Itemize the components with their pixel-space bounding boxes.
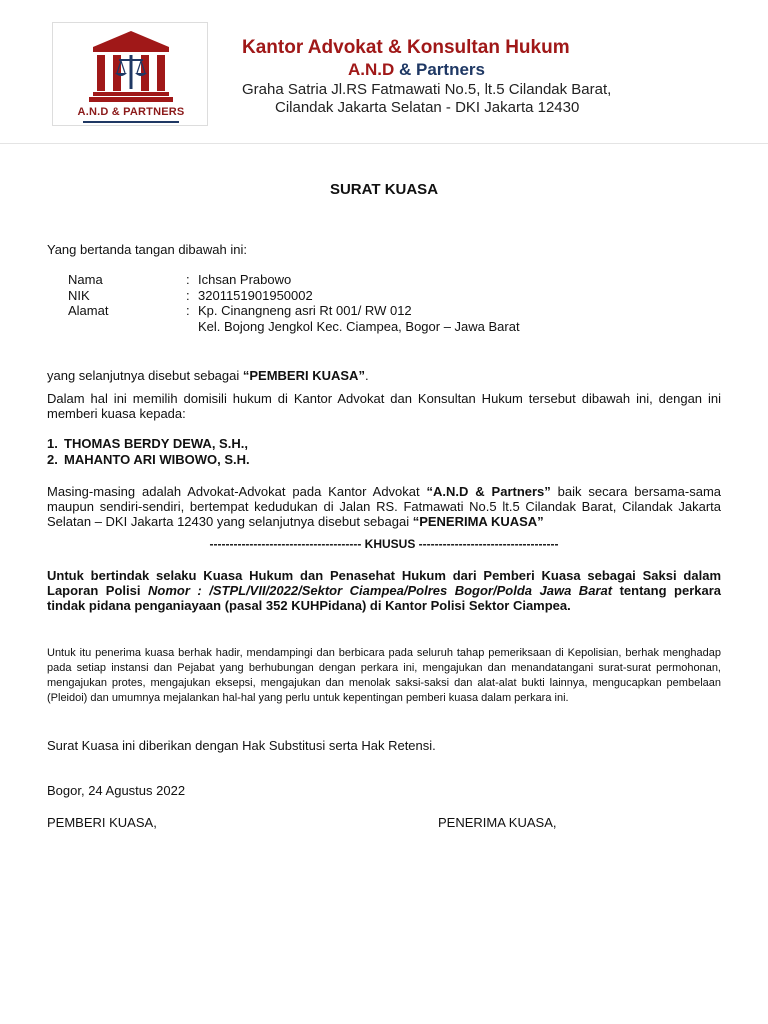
pemberi-kuasa-term: “PEMBERI KUASA”	[242, 368, 365, 383]
header-divider	[0, 143, 768, 144]
firm-title: Kantor Advokat & Konsultan Hukum	[242, 37, 570, 58]
advocate-name: MAHANTO ARI WIBOWO, S.H.	[64, 452, 250, 467]
field-value-alamat: Kp. Cinangneng asri Rt 001/ RW 012	[198, 303, 412, 318]
firm-logo	[52, 22, 208, 126]
advocate-item	[47, 436, 248, 451]
advocate-number: 1.	[47, 436, 58, 451]
field-separator: :	[186, 272, 190, 287]
document-title: SURAT KUASA	[329, 181, 439, 198]
advocate-name: THOMAS BERDY DEWA, S.H.,	[64, 436, 248, 451]
domisili-paragraph: Dalam hal ini memilih domisili hukum di Kantor Advokat dan Konsultan Hukum tersebut dibawah ini, dengan ini memberi kuasa kepada:	[47, 391, 721, 421]
field-separator: :	[186, 303, 190, 318]
advocate-number: 2.	[47, 452, 58, 467]
pemberi-kuasa-line	[47, 368, 369, 383]
penerima-kuasa-paragraph	[47, 484, 721, 529]
logo-underline	[83, 121, 179, 123]
report-number: Nomor : /STPL/VII/2022/Sektor Ciampea/Polres Bogor/Polda Jawa Barat	[147, 583, 613, 598]
duties-paragraph: Untuk itu penerima kuasa berhak hadir, mendampingi dan berbicara pada seluruh tahap pemeriksaan di Kepolisian, berhak menghadap pada setiap instansi dan Pejabat yang berhubungan dengan perkara ini, mengajukan dan menandatangani surat-surat permohonan, mengajukan protes, mengajukan eksepsi, mengajukan dan menolak saksi-saksi dan alat-alat bukti lainnya, mengucapkan pembelaan (Pleidoi) dan umumnya mejalankan hal-hal yang perlu untuk kepentingan pemberi kuasa dalam perkara ini.	[47, 647, 721, 704]
firm-address-line2: Cilandak Jakarta Selatan - DKI Jakarta 12430	[275, 99, 580, 116]
scope-part-c: tentang perkara tindak pidana penganiayaan (pasal 352 KUHPidana) di Kantor Polisi Sektor Ciampea.	[47, 583, 721, 613]
scope-part-a: Untuk bertindak selaku Kuasa Hukum dan Penasehat Hukum dari Pemberi Kuasa sebagai Saksi dalam Laporan Polisi	[47, 568, 721, 598]
advocate-item	[47, 452, 250, 467]
firm-subtitle-and: A.N.D	[348, 60, 395, 79]
field-value-nama: Ichsan Prabowo	[198, 272, 292, 287]
masing-mid: baik secara bersama-sama maupun sendiri-sendiri, bertempat kedudukan di Jalan RS. Fatmawati No.5 lt.5 Cilandak Barat, Cilandak Jakarta Selatan – DKI Jakarta 12430 yang selanjutnya disebut sebagai	[47, 484, 722, 529]
penerima-kuasa-term: “PENERIMA KUASA”	[412, 514, 544, 529]
pemberi-kuasa-pre: yang selanjutnya disebut sebagai	[47, 368, 243, 383]
field-label-nama: Nama	[68, 272, 103, 287]
field-label-nik: NIK	[68, 288, 90, 303]
khusus-divider: -------------------------------------- KHUSUS -----------------------------------	[209, 537, 559, 551]
place-date: Bogor, 24 Agustus 2022	[47, 783, 186, 798]
field-value-alamat-cont: Kel. Bojong Jengkol Kec. Ciampea, Bogor – Jawa Barat	[198, 319, 520, 334]
courthouse-scales-icon	[83, 29, 179, 105]
field-separator: :	[186, 288, 190, 303]
field-label-alamat: Alamat	[68, 303, 109, 318]
signature-label-penerima: PENERIMA KUASA,	[438, 815, 557, 830]
masing-pre: Masing-masing adalah Advokat-Advokat pada Kantor Advokat	[47, 484, 427, 499]
logo-caption: A.N.D & PARTNERS	[77, 106, 185, 118]
scope-paragraph	[47, 568, 721, 613]
signature-label-pemberi: PEMBERI KUASA,	[47, 815, 157, 830]
firm-address-line1: Graha Satria Jl.RS Fatmawati No.5, lt.5 Cilandak Barat,	[242, 81, 612, 98]
substitution-clause: Surat Kuasa ini diberikan dengan Hak Substitusi serta Hak Retensi.	[47, 738, 436, 753]
pemberi-kuasa-post: .	[364, 368, 369, 383]
intro-text: Yang bertanda tangan dibawah ini:	[47, 242, 247, 257]
firm-name-quote: “A.N.D & Partners”	[426, 484, 551, 499]
firm-subtitle	[348, 60, 485, 80]
firm-subtitle-partners: & Partners	[394, 60, 485, 79]
field-value-nik: 3201151901950002	[198, 288, 313, 303]
